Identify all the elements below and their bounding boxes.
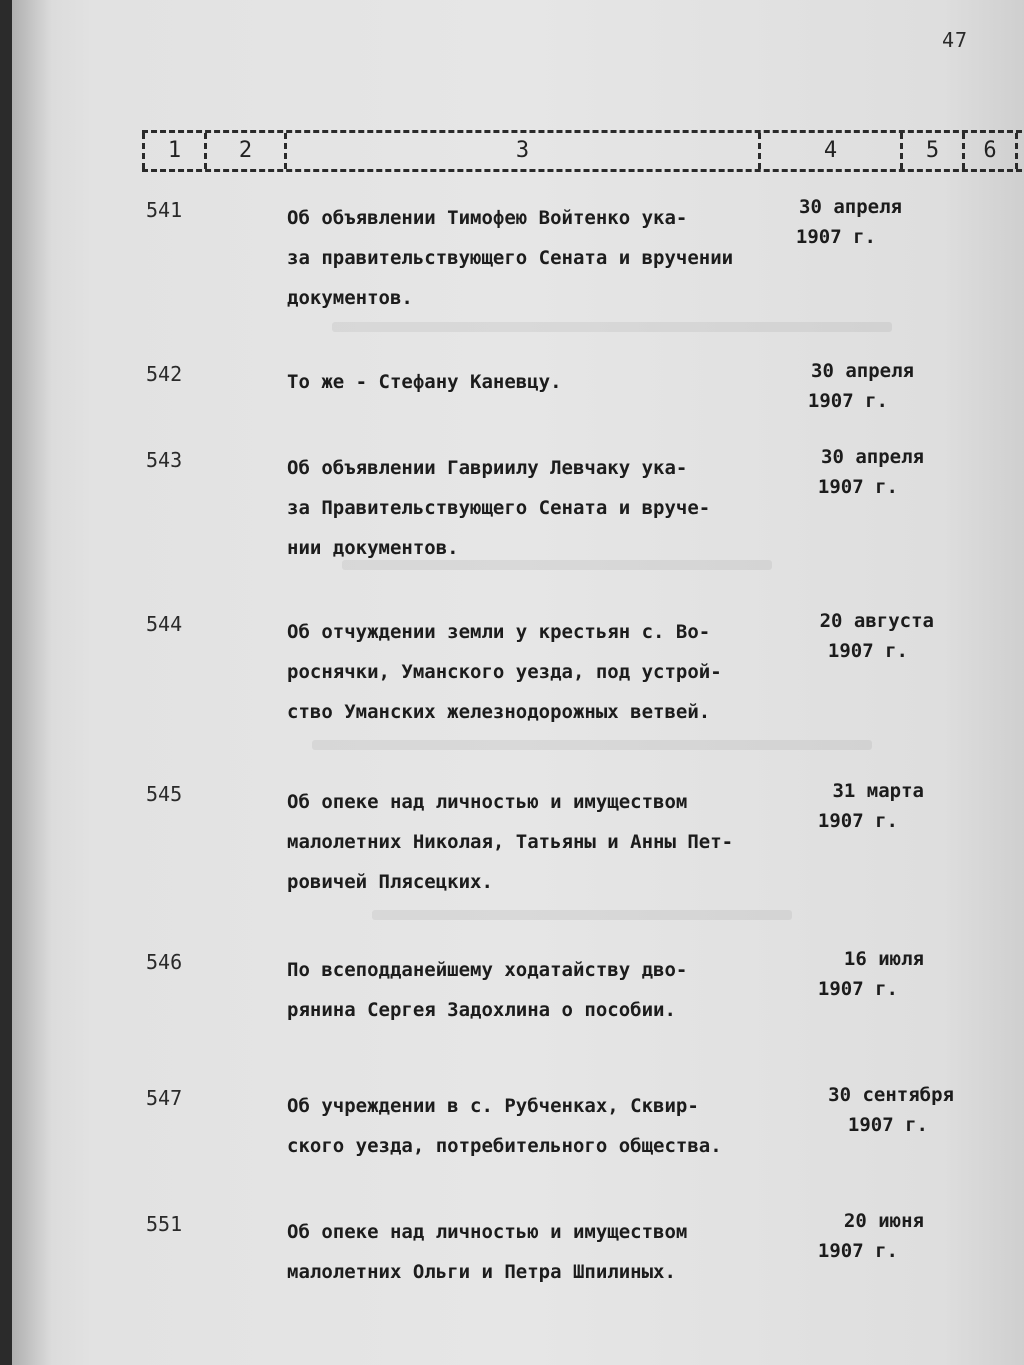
bleed-through-mark (312, 740, 872, 750)
document-page (12, 0, 1024, 1365)
record-date-year: 1907 г. (795, 226, 876, 248)
record-date-day: 16 июля (843, 948, 924, 970)
record-title: По всеподданейшему ходатайству дво- рянина Сергея Задохлина о пособии. (287, 959, 688, 1021)
record-date (734, 1206, 924, 1266)
record-date-day: 30 апреля (811, 360, 914, 382)
record-date (734, 776, 924, 836)
record-number: 551 (146, 1212, 183, 1236)
record-title: Об отчуждении земли у крестьян с. Во- роснячки, Уманского уезда, под устрой- ство Уманских железнодорожных ветвей. (287, 621, 722, 723)
record-date-day: 30 сентября (828, 1084, 954, 1106)
record-number: 543 (146, 448, 183, 472)
record-date (744, 606, 934, 666)
column-header-1: 1 (142, 133, 204, 169)
record-title: Об объявлении Гавриилу Левчаку ука- за Правительствующего Сената и вруче- нии документов. (287, 457, 711, 559)
record-date-year: 1907 г. (827, 640, 908, 662)
bleed-through-mark (332, 322, 892, 332)
record-date-year: 1907 г. (817, 978, 898, 1000)
record-date (764, 1080, 954, 1140)
record-number: 545 (146, 782, 183, 806)
record-number: 547 (146, 1086, 183, 1110)
record-date (712, 192, 902, 252)
column-header-4: 4 (758, 133, 900, 169)
column-header-3: 3 (284, 133, 758, 169)
record-date (734, 442, 924, 502)
record-date-year: 1907 г. (817, 810, 898, 832)
record-date-year: 1907 г. (847, 1114, 928, 1136)
record-number: 544 (146, 612, 183, 636)
record-date-day: 20 июня (843, 1210, 924, 1232)
record-title: Об объявлении Тимофею Войтенко ука- за правительствующего Сената и вручении документов. (287, 207, 734, 309)
column-header-2: 2 (204, 133, 284, 169)
record-date-day: 30 апреля (821, 446, 924, 468)
binding-shadow (12, 0, 52, 1365)
record-title: Об опеке над личностью и имуществом малолетних Ольги и Петра Шпилиных. (287, 1221, 688, 1283)
record-date-year: 1907 г. (817, 476, 898, 498)
record-title: То же - Стефану Каневцу. (287, 371, 562, 393)
record-date-year: 1907 г. (807, 390, 888, 412)
record-date (734, 944, 924, 1004)
page-number: 47 (942, 28, 969, 52)
bleed-through-mark (372, 910, 792, 920)
record-title: Об учреждении в с. Рубченках, Сквир- ского уезда, потребительного общества. (287, 1095, 722, 1157)
record-title: Об опеке над личностью и имуществом малолетних Николая, Татьяны и Анны Пет- ровичей Плясецких. (287, 791, 734, 893)
column-header-5: 5 (900, 133, 962, 169)
record-number: 541 (146, 198, 183, 222)
record-date-day: 20 августа (819, 610, 934, 632)
record-number: 542 (146, 362, 183, 386)
record-date-day: 31 марта (832, 780, 924, 802)
column-header-6: 6 (962, 133, 1018, 169)
record-number: 546 (146, 950, 183, 974)
record-date (724, 356, 914, 416)
record-date-day: 30 апреля (799, 196, 902, 218)
record-date-year: 1907 г. (817, 1240, 898, 1262)
column-header-row (142, 130, 1022, 172)
